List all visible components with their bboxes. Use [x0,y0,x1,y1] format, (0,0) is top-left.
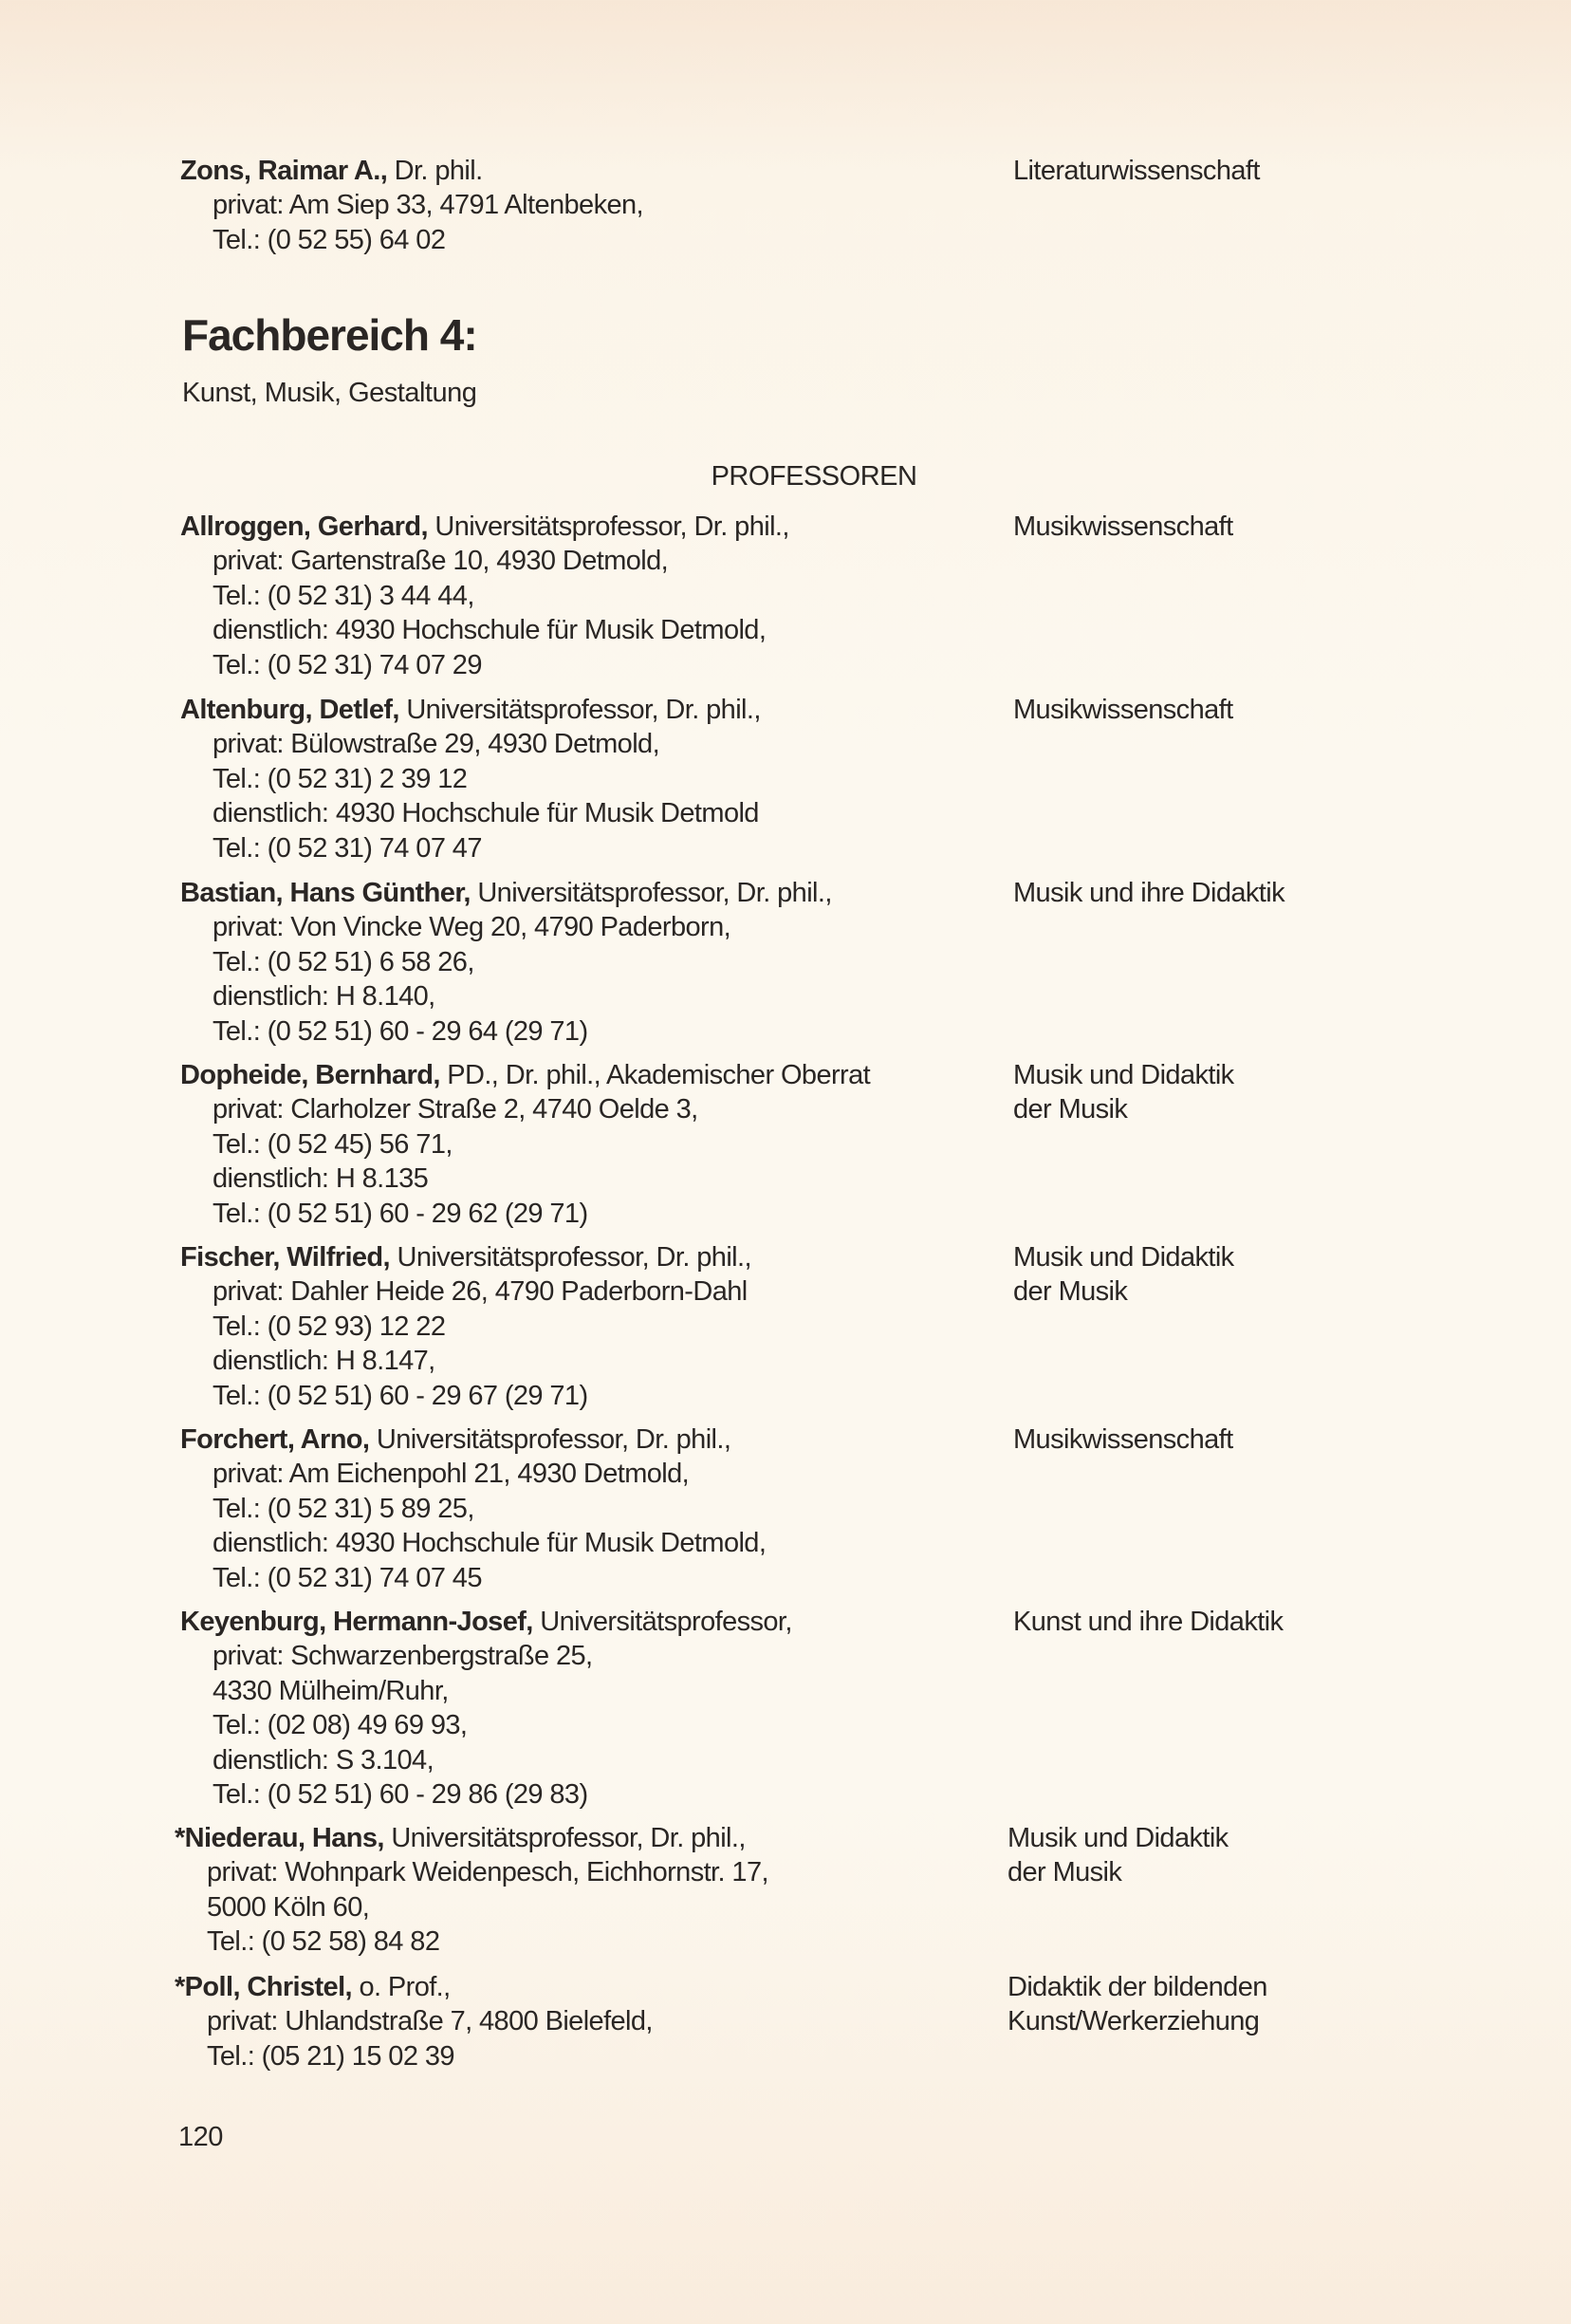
subject-field-line: Musik und Didaktik [1013,1060,1234,1090]
entry-heading-line [175,1970,1000,2004]
subject-field [1013,876,1506,910]
person-title: PD., Dr. phil., Akademischer Oberrat [439,1060,871,1090]
person-name: Altenburg, Detlef, [180,695,399,725]
person-title: Dr. phil. [387,156,483,186]
section-title [0,461,1571,493]
contact-line: dienstlich: 4930 Hochschule für Musik Detmold, [213,1528,767,1559]
subject-field [1013,154,1506,188]
entry-heading-line [175,1821,1000,1855]
person-title: o. Prof., [352,1972,451,2002]
subject-field [1007,1970,1501,2039]
person-title: Universitätsprofessor, Dr. phil., [470,878,832,908]
contact-line: Tel.: (0 52 51) 60 - 29 86 (29 83) [213,1779,588,1811]
subject-field-line: Musik und ihre Didaktik [1013,878,1285,908]
entry-heading-line [180,1422,1006,1457]
entry-heading-line [180,1058,1006,1092]
contact-line: Tel.: (0 52 51) 60 - 29 64 (29 71) [213,1015,588,1047]
contact-line: dienstlich: 4930 Hochschule für Musik Detmold [213,798,759,829]
contact-line: privat: Bülowstraße 29, 4930 Detmold, [213,729,660,760]
subject-field [1013,1240,1506,1310]
contact-line: Tel.: (02 08) 49 69 93, [213,1710,468,1741]
contact-line: Tel.: (0 52 51) 60 - 29 62 (29 71) [213,1198,588,1229]
subject-field [1013,1058,1506,1127]
person-name: *Niederau, Hans, [175,1823,384,1853]
contact-line: Tel.: (0 52 45) 56 71, [213,1128,453,1160]
contact-line: Tel.: (0 52 93) 12 22 [213,1311,446,1342]
person-title: Universitätsprofessor, Dr. phil., [398,695,761,725]
contact-line: 4330 Mülheim/Ruhr, [213,1675,449,1706]
entry-details [180,1058,1006,1231]
subject-field-line: Musik und Didaktik [1007,1823,1229,1853]
contact-line: Tel.: (0 52 31) 5 89 25, [213,1493,474,1524]
contact-line: Tel.: (0 52 51) 6 58 26, [213,946,474,977]
person-title: Universitätsprofessor, Dr. phil., [427,511,789,542]
contact-line: Tel.: (0 52 31) 2 39 12 [213,763,468,794]
contact-line: dienstlich: H 8.140, [213,981,435,1013]
subject-field-line: Didaktik der bildenden [1007,1972,1267,2002]
contact-line: dienstlich: S 3.104, [213,1744,434,1776]
contact-line: privat: Am Siep 33, 4791 Altenbeken, [213,190,643,221]
contact-line: privat: Schwarzenbergstraße 25, [213,1641,593,1672]
entry-details [180,154,1006,257]
entry-heading-line [180,1240,1006,1274]
entry-details [180,876,1006,1049]
subject-field-line: Musik und Didaktik [1013,1242,1234,1273]
subject-field-line: der Musik [1007,1857,1122,1888]
entry-heading-line [180,693,1006,727]
person-name: Allroggen, Gerhard, [180,511,428,542]
contact-line: Tel.: (0 52 31) 74 07 29 [213,649,482,680]
subject-field-line: der Musik [1013,1276,1128,1308]
person-name: Forchert, Arno, [180,1424,370,1455]
person-name: Keyenburg, Hermann-Josef, [180,1607,533,1637]
entry-details [180,1422,1006,1595]
entry-details [180,510,1006,682]
contact-line: privat: Gartenstraße 10, 4930 Detmold, [213,546,669,577]
contact-line: Tel.: (0 52 51) 60 - 29 67 (29 71) [213,1380,588,1411]
contact-line: Tel.: (0 52 31) 74 07 45 [213,1562,482,1593]
department-heading: Fachbereich 4: [182,310,477,360]
department-subheading: Kunst, Musik, Gestaltung [182,378,477,408]
person-title: Universitätsprofessor, [532,1607,792,1637]
contact-line: dienstlich: 4930 Hochschule für Musik Detmold, [213,615,767,646]
entry-details [180,693,1006,865]
entry-details [180,1605,1006,1812]
person-title: Universitätsprofessor, Dr. phil., [369,1424,731,1455]
person-name: Zons, Raimar A., [180,156,388,186]
subject-field-line: der Musik [1013,1094,1128,1125]
person-title: Universitätsprofessor, Dr. phil., [383,1823,746,1853]
person-name: Bastian, Hans Günther, [180,878,471,908]
person-title: Universitätsprofessor, Dr. phil., [390,1242,751,1273]
contact-line: Tel.: (0 52 58) 84 82 [207,1926,440,1958]
subject-field-line: Literaturwissenschaft [1013,156,1260,186]
contact-line: privat: Wohnpark Weidenpesch, Eichhornstr. 17, [207,1857,768,1888]
entry-heading-line [180,876,1006,910]
subject-field [1013,693,1506,727]
subject-field-line: Musikwissenschaft [1013,511,1233,542]
entry-details [175,1821,1000,1960]
subject-field [1013,1422,1506,1457]
subject-field-line: Kunst/Werkerziehung [1007,2006,1260,2037]
contact-line: Tel.: (05 21) 15 02 39 [207,2040,454,2072]
contact-line: privat: Am Eichenpohl 21, 4930 Detmold, [213,1459,690,1490]
person-name: Dopheide, Bernhard, [180,1060,440,1090]
person-name: *Poll, Christel, [175,1972,352,2002]
entry-details [180,1240,1006,1413]
entry-heading-line [180,154,1006,188]
subject-field-line: Musikwissenschaft [1013,1424,1233,1455]
entry-heading-line [180,1605,1006,1639]
contact-line: privat: Von Vincke Weg 20, 4790 Paderborn, [213,912,731,943]
contact-line: Tel.: (0 52 31) 3 44 44, [213,580,474,611]
contact-line: dienstlich: H 8.147, [213,1346,435,1377]
subject-field-line: Musikwissenschaft [1013,695,1233,725]
subject-field [1013,510,1506,544]
entry-details [175,1970,1000,2073]
page-number: 120 [178,2122,223,2152]
contact-line: Tel.: (0 52 55) 64 02 [213,224,446,255]
contact-line: privat: Uhlandstraße 7, 4800 Bielefeld, [207,2006,653,2037]
subject-field [1013,1605,1506,1639]
subject-field-line: Kunst und ihre Didaktik [1013,1607,1284,1637]
contact-line: Tel.: (0 52 31) 74 07 47 [213,832,482,864]
contact-line: privat: Dahler Heide 26, 4790 Paderborn-Dahl [213,1276,748,1308]
section-title-text: PROFESSOREN [711,461,917,492]
contact-line: dienstlich: H 8.135 [213,1163,429,1195]
entry-heading-line [180,510,1006,544]
person-name: Fischer, Wilfried, [180,1242,391,1273]
contact-line: 5000 Köln 60, [207,1891,370,1923]
contact-line: privat: Clarholzer Straße 2, 4740 Oelde 3, [213,1094,698,1125]
subject-field [1007,1821,1501,1890]
